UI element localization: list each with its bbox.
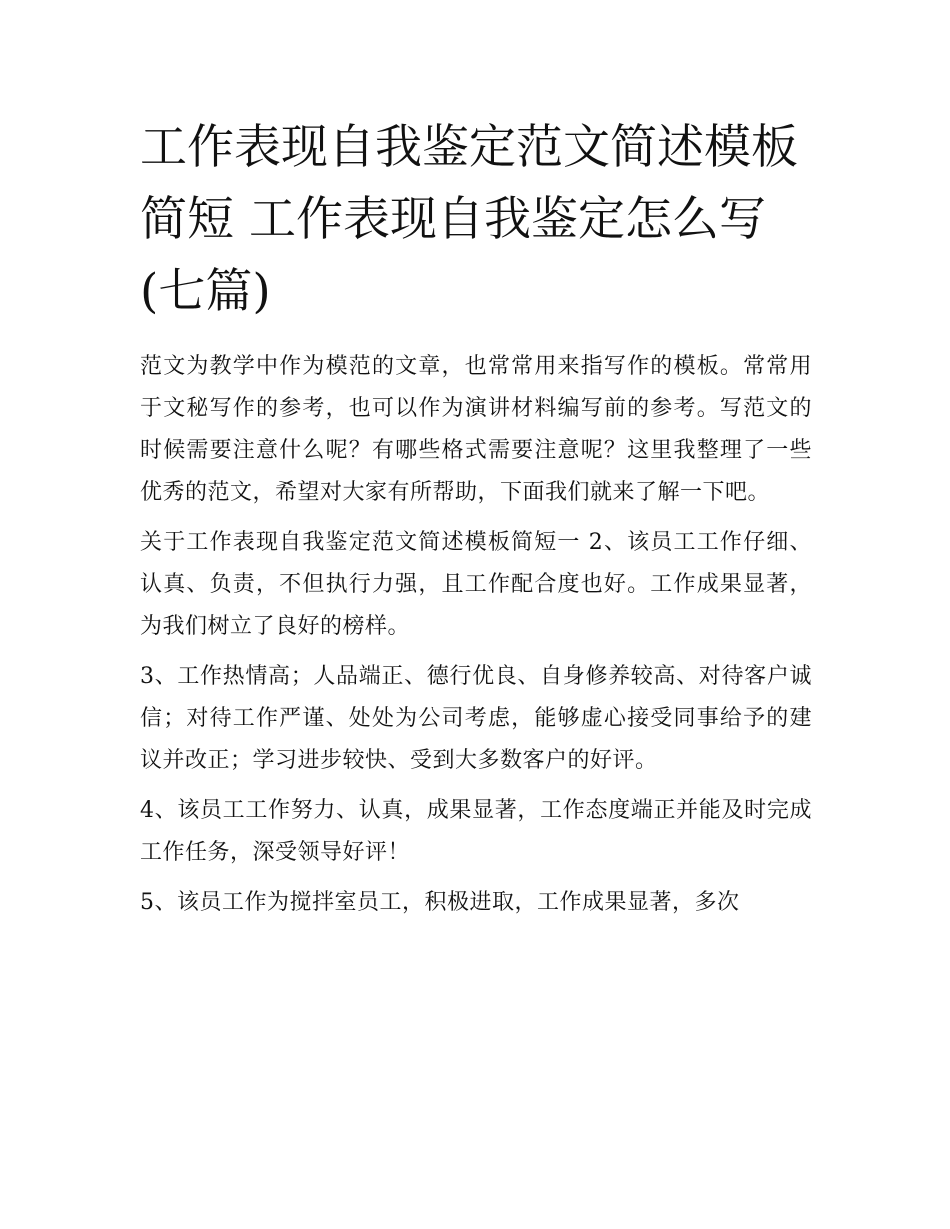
intro-paragraph: 范文为教学中作为模范的文章，也常常用来指写作的模板。常常用于文秘写作的参考，也可以作为演讲材料编写前的参考。写范文的时候需要注意什么呢？有哪些格式需要注意呢？这里我整理了一些优秀的范文，希望对大家有所帮助，下面我们就来了解一下吧。 xyxy=(140,354,812,505)
document-content xyxy=(140,112,812,924)
body-paragraph-4: 5、该员工作为搅拌室员工，积极进取，工作成果显著，多次 xyxy=(140,890,740,915)
body-paragraph-1: 关于工作表现自我鉴定范文简述模板简短一 2、该员工工作仔细、认真、负责，不但执行力强，且工作配合度也好。工作成果显著，为我们树立了良好的榜样。 xyxy=(140,530,812,639)
document-title: 工作表现自我鉴定范文简述模板简短 工作表现自我鉴定怎么写(七篇) xyxy=(140,120,798,319)
body-paragraph-2: 3、工作热情高；人品端正、德行优良、自身修养较高、对待客户诚信；对待工作严谨、处处为公司考虑，能够虚心接受同事给予的建议并改正；学习进步较快、受到大多数客户的好评。 xyxy=(140,664,812,773)
body-paragraph-3: 4、该员工工作努力、认真，成果显著，工作态度端正并能及时完成工作任务，深受领导好评！ xyxy=(140,798,812,865)
